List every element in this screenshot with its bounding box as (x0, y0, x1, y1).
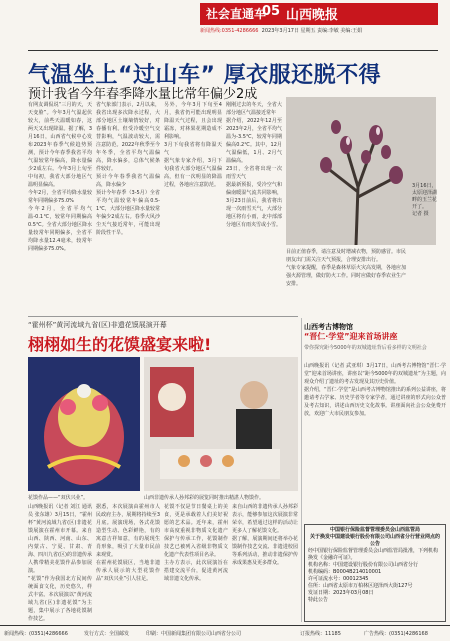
article-column: 有网友调侃说“三月的天，天天变脸”。今年3月气温起伏较大，前些天温暖如春，这两天又出现降温。据了解，3月16日，山西省气候中心发布2023年春季气候趋势预测，预计今年春季我省平均气温较常年偏高，降水量偏少2成左右。今年3月上旬至中旬初，我省大部分地区气温明显偏高。 今年2月，全省平均降水量较常年同期偏多75.0% 今年2月，全省平均气温-0.1℃，较常年同期偏高0.5℃。全省大部分地区降水量较常年同期偏多，全省平均降水量12.4毫米，较常年同期偏多75.0%。 (28, 102, 92, 252)
notice-line: 机构编码：B0004B214010001 (308, 569, 382, 575)
article-column: 刚刚过去的冬天，全省大部分地区气温接近常年 据介绍，2022年12月至2023年2月，全省平均气温为-3.5℃，较常年同期偏高0.2℃。其中，12月气温偏低，1月、2月气温偏高。 23日，全省将出现一次雨雪天气 据最新预报，受冷空气和偏南暖湿气流共同影响，3月23日前后，我省将出现一次雨雪天气，大部分地区将有小雨，北中部部分地区有雨夹雪或小雪。 (226, 102, 282, 228)
subheadline-weather: 预计我省今年春季降水量比常年偏少2成 (28, 87, 258, 102)
headline-weather: 气温坐上“过山车” 厚衣服还脱不得 (28, 63, 382, 88)
page-number: 05 (262, 4, 281, 19)
footer-printer: 印刷：中国新闻集团有限公司山西省分公司 (146, 631, 242, 637)
photo-caption: 花馍作品——“双伏兴业”。 (28, 495, 89, 501)
masthead (0, 0, 450, 36)
date-text: 2023年3月17日 星期五 责编:李敏 美编:王娟 (261, 28, 363, 34)
newspaper-logo: 山西晚报 (286, 8, 339, 23)
section-name: 社会直通车 (206, 7, 267, 21)
notice-line: 经中国银行保险监督管理委员会山西监管局批准，下列机构换发《金融许可证》。 (308, 548, 439, 561)
headline-huamo: 栩栩如生的花馍盛宴来啦! (28, 335, 212, 354)
footer-subscribe: 订报热线：11185 (300, 631, 341, 637)
footer-ad-hotline: 广告热线：(0351)4286168 (364, 631, 428, 637)
notice-title: 中国银行保险监督管理委员会山西监管局 (329, 527, 420, 533)
article-column: 据悉，本次展演由霍州市人民政府主办，展期将持续至3月底。展演现场，各式花馍造型生动、色彩鲜艳，有的寓意吉祥如意，有的展现生肖形象，吸引了大量市民前来观赏。 在霍州花馍展区，当地非遗传承人展示的大型花馍作品“双伏兴业”引人驻足。 (96, 504, 160, 582)
notice-line: 发证日期：2023年03月08日 (308, 590, 374, 596)
masthead-info (200, 27, 362, 34)
notice-subtitle: 关于换发中国建设银行股份有限公司山西省分行营业网点的公告 (309, 534, 440, 547)
article-column: 来自山西的非遗传承人孙邦彩表示，能够参加这次展演非常荣幸，希望通过这样的活动让更多人了解花馍文化。 据了解，展演期间还将举办花馍制作技艺交流、非遗进校园等系列活动，推动非遗保护传承成果惠及更多群众。 (232, 504, 298, 566)
museum-subheadline: 带你探究距今5000年的双城遗址背后看多样的文明社会 (304, 345, 427, 351)
museum-kicker: 山西考古博物馆 (304, 323, 353, 331)
photo-caption: 山西非遗传承人孙邦彩的展览同时推出精湛人物馍作。 (144, 495, 265, 501)
photo-caption: 3月16日，太原迎泽湖畔的玉兰花开了。 记者 摄 (412, 183, 438, 217)
kicker-huamo: “霍州杯”黄河流域九省(区)非遗花馍展演开幕 (28, 321, 167, 329)
article-column: 目前正值春季，请注意及时增减衣物，预防感冒。市民朋友出门需关注天气预报，合理安排出行。 气象专家提醒，春季是森林草原火灾高发期，各地应加强火源管理，做好防火工作。同时应做好春季农业生产安排。 (286, 249, 406, 287)
notice-line: 机构名称：中国建设银行股份有限公司山西省分行 (308, 562, 419, 568)
museum-headline: “晋仁·学堂”迎来首场讲座 (304, 332, 398, 341)
huamo-artwork-photo (28, 357, 140, 491)
artisan-photo (144, 357, 298, 491)
footer-distribution: 发行方式：全国邮发 (84, 631, 130, 637)
notice-line: 住所：山西省太原市万柏林区迎泽西大街127号 (308, 583, 413, 589)
footer-hotline: 新闻热线：(0351)4286666 (4, 631, 68, 637)
footer-bar (0, 625, 450, 641)
notice-line: 特此公告 (308, 597, 329, 603)
column-divider (301, 318, 302, 622)
article-column: 山西晚报讯（记者 刘江 通讯员 张东雄）3月15日，“霍州杯”黄河流域九省(区)非遗花馍展演在霍州市开幕。来自山西、陕西、河南、山东、内蒙古、宁夏、甘肃、青海、四川九省(区)的非遗传承人携带精美花馍作品参加展演。 “花馍”作为我国北方民间传统面食文化，历史悠久，样式丰富。本次展演以“黄河流域九省(区)非遗花馍”为主题，集中展示了各地花馍制作技艺。 (28, 504, 92, 621)
section-rule (28, 316, 298, 317)
article-column: 花馍不仅是节日餐桌上的美食，更是承载着人们美好祝愿的艺术品。近年来，霍州市高度重视非物质文化遗产保护与传承工作，花馍制作技艺已被列入省级非物质文化遗产代表性项目名录。 主办方表示，此次展演旨在搭建交流平台，促进黄河流域非遗文化传承。 (164, 504, 228, 582)
article-column: 山西晚报讯（记者 武亚琪）3月17日，山西考古博物馆“晋仁·学堂”迎来首场讲座，讲座以“距今5000年的双城遗址”为主题，向观众介绍了遗址的考古发现及其历史价值。 据介绍，“晋仁·学堂”是山西考古博物馆推出的系列公益讲座，将邀请考古学家、历史学者等专家学者，通过讲座的形式向公众普及考古知识，讲述山西历史文化故事。讲座面向社会公众免费开放，欢迎广大市民朋友参加。 (304, 363, 446, 417)
bank-notice (304, 524, 446, 622)
article-column: 省气象部门表示，2月以来，我省出现多次降水过程，大部分地区土壤墒情较好，对春播有利。但受冷暖空气交替影响，气温波动较大，需注意防范。2022年秋季至今年冬季，全省平均气温偏高，降水偏多，总体气候条件较好。 预计今年春季我省气温偏高，降水偏少 预计今年春季（3-5月）全省平均气温较常年偏高0.5-1℃，大部分地区降水量较常年偏少2成左右。春季大风沙尘天气接近常年，可能出现阶段性干旱。 (96, 102, 160, 236)
notice-line: 许可证流水号：00012345 (308, 576, 369, 582)
article-column: 另外，今年3月下旬至4月，我省仍可能出现明显降温天气过程，且会出现霜冻，对林果花期造成不利影响。 3月下旬我省将有降温天气 据气象专家介绍，3月下旬我省大部分地区气温偏高，但有一次明显的降温过程，各地应注意防范。 (164, 102, 222, 188)
top-rule (28, 50, 438, 51)
hotline-text: 新闻热线:0351-4286666 (200, 28, 259, 34)
magnolia-photo (286, 97, 436, 245)
